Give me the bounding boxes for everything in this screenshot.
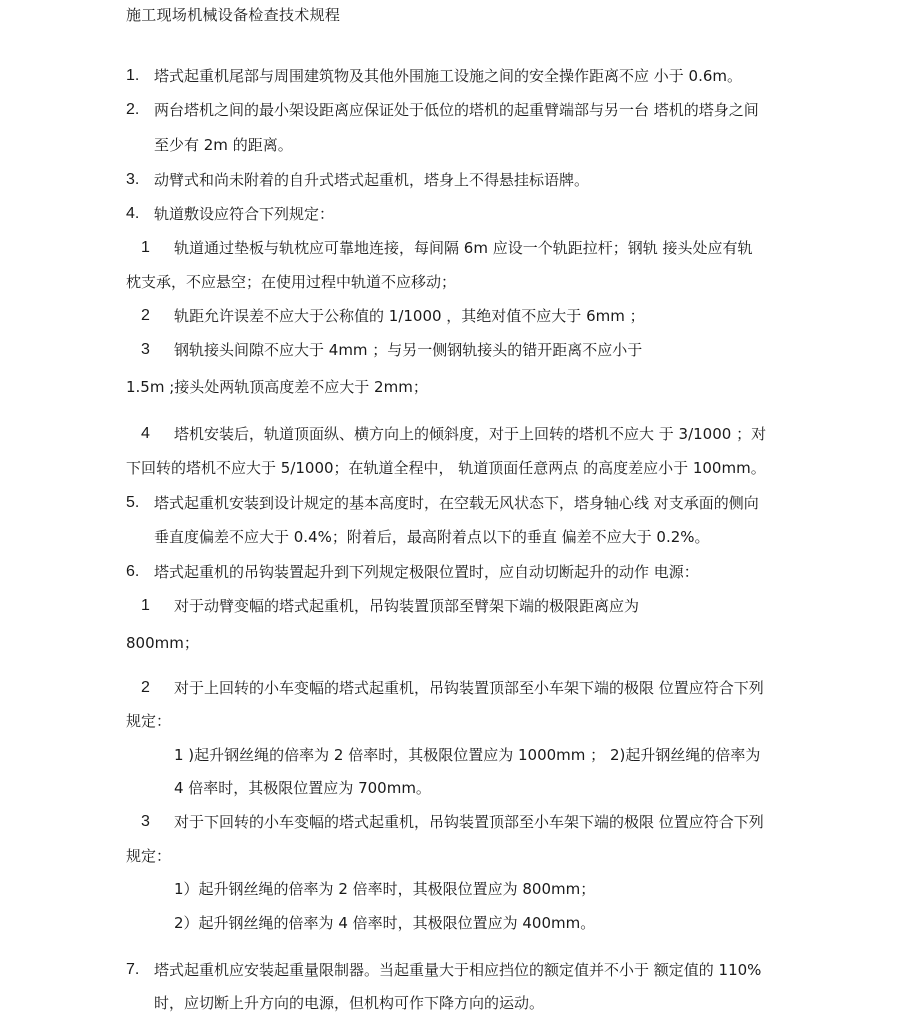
subitem-4-2-number: 2 — [141, 307, 150, 324]
item-1-line-1: 塔式起重机尾部与周围建筑物及其他外围施工设施之间的安全操作距离不应 小于 0.6m。 — [154, 67, 743, 85]
item-2-number: 2. — [126, 101, 140, 118]
subitem-4-3-line-1: 钢轨接头间隙不应大于 4mm ；与另一侧钢轨接头的错开距离不应小于 — [174, 341, 643, 359]
item-5-line-1: 塔式起重机安装到设计规定的基本高度时，在空载无风状态下，塔身轴心线 对支承面的侧向 — [154, 494, 759, 512]
subitem-4-1-line-2: 枕支承，不应悬空；在使用过程中轨道不应移动； — [126, 273, 457, 291]
subitem-6-2-line-2: 规定： — [126, 712, 172, 730]
subitem-6-2-detail-line-1: 1 )起升钢丝绳的倍率为 2 倍率时，其极限位置应为 1000mm ； 2)起升钢丝绳的倍率为 — [174, 746, 761, 764]
item-6-number: 6. — [126, 563, 140, 580]
item-3-line-1: 动臂式和尚未附着的自升式塔式起重机，塔身上不得悬挂标语牌。 — [154, 171, 590, 189]
subitem-6-3-detail-line-1: 1）起升钢丝绳的倍率为 2 倍率时，其极限位置应为 800mm； — [174, 880, 596, 898]
item-5-number: 5. — [126, 494, 140, 511]
subitem-6-2-number: 2 — [141, 679, 150, 696]
item-7-line-1: 塔式起重机应安装起重量限制器。当起重量大于相应挡位的额定值并不小于 额定值的 110% — [154, 961, 762, 979]
item-4-line-1: 轨道敷设应符合下列规定： — [154, 205, 335, 223]
item-4-number: 4. — [126, 205, 140, 222]
item-7-number: 7. — [126, 961, 140, 978]
item-5-line-2: 垂直度偏差不应大于 0.4%；附着后，最高附着点以下的垂直 偏差不应大于 0.2%。 — [154, 528, 710, 546]
subitem-6-3-line-2: 规定： — [126, 847, 172, 865]
subitem-6-3-line-1: 对于下回转的小车变幅的塔式起重机，吊钩装置顶部至小车架下端的极限 位置应符合下列 — [174, 813, 764, 831]
document-header: 施工现场机械设备检查技术规程 — [126, 6, 341, 24]
subitem-6-1-line-1: 对于动臂变幅的塔式起重机，吊钩装置顶部至臂架下端的极限距离应为 — [174, 597, 640, 615]
subitem-6-3-number: 3 — [141, 813, 150, 830]
subitem-6-3-detail-line-2: 2）起升钢丝绳的倍率为 4 倍率时，其极限位置应为 400mm。 — [174, 914, 596, 932]
subitem-4-2-line-1: 轨距允许误差不应大于公称值的 1/1000 ，其绝对值不应大于 6mm ； — [174, 307, 645, 325]
subitem-4-3-number: 3 — [141, 341, 150, 358]
item-7-line-2: 时，应切断上升方向的电源，但机构可作下降方向的运动。 — [154, 994, 545, 1012]
item-2-line-1: 两台塔机之间的最小架设距离应保证处于低位的塔机的起重臂端部与另一台 塔机的塔身之间 — [154, 101, 759, 119]
item-3-number: 3. — [126, 171, 140, 188]
subitem-4-4-line-1: 塔机安装后，轨道顶面纵、横方向上的倾斜度，对于上回转的塔机不应大 于 3/1000 ；对 — [174, 425, 767, 443]
subitem-6-2-detail-line-2: 4 倍率时，其极限位置应为 700mm。 — [174, 779, 431, 797]
item-6-line-1: 塔式起重机的吊钩装置起升到下列规定极限位置时，应自动切断起升的动作 电源： — [154, 563, 699, 581]
subitem-6-1-line-2: 800mm； — [126, 634, 199, 652]
subitem-4-3-line-2: 1.5m ;接头处两轨顶高度差不应大于 2mm； — [126, 378, 428, 396]
subitem-6-1-number: 1 — [141, 597, 150, 614]
item-2-line-2: 至少有 2m 的距离。 — [154, 136, 293, 154]
item-1-number: 1. — [126, 67, 140, 84]
subitem-6-2-line-1: 对于上回转的小车变幅的塔式起重机，吊钩装置顶部至小车架下端的极限 位置应符合下列 — [174, 679, 764, 697]
subitem-4-1-line-1: 轨道通过垫板与轨枕应可靠地连接，每间隔 6m 应设一个轨距拉杆；钢轨 接头处应有轨 — [174, 239, 753, 257]
subitem-4-4-line-2: 下回转的塔机不应大于 5/1000；在轨道全程中， 轨道顶面任意两点 的高度差应小于 100mm。 — [126, 459, 766, 477]
subitem-4-1-number: 1 — [141, 239, 150, 256]
subitem-4-4-number: 4 — [141, 425, 150, 442]
